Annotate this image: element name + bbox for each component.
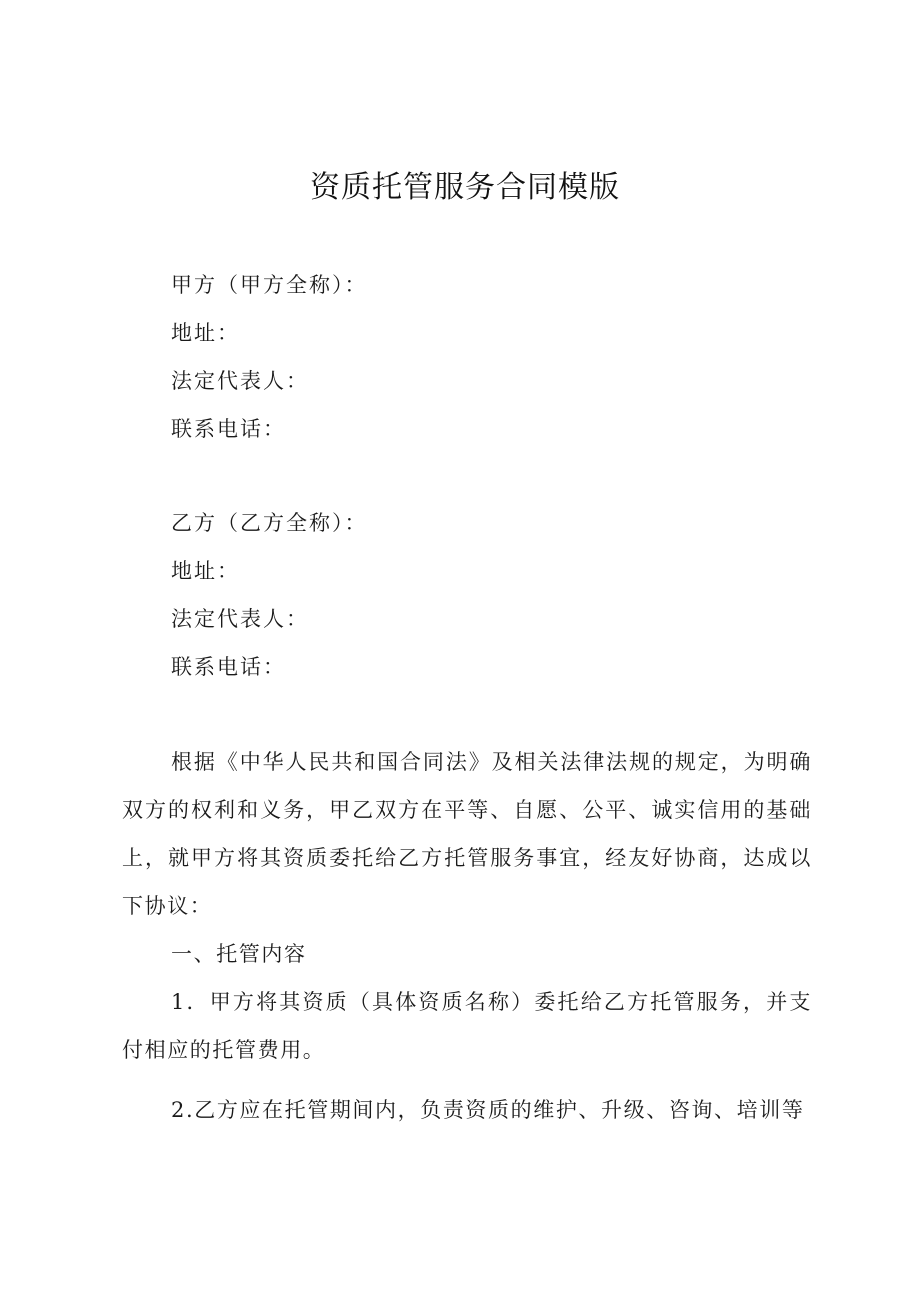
section-1-item-1: 1．甲方将其资质（具体资质名称）委托给乙方托管服务，并支付相应的托管费用。 bbox=[122, 990, 812, 1062]
preamble-paragraph: 根据《中华人民共和国合同法》及相关法律法规的规定，为明确双方的权利和义务，甲乙双方在平等、自愿、公平、诚实信用的基础上，就甲方将其资质委托给乙方托管服务事宜，经友好协商，达成以下协议： bbox=[122, 750, 812, 918]
party-a-phone-label: 联系电话： bbox=[171, 417, 286, 441]
contract-body bbox=[122, 738, 812, 1134]
party-b-phone-label: 联系电话： bbox=[171, 655, 286, 679]
section-1-item-2: 2.乙方应在托管期间内，负责资质的维护、升级、咨询、培训等 bbox=[171, 1098, 805, 1122]
party-b-address-label: 地址： bbox=[171, 559, 240, 583]
paragraph-gap bbox=[122, 1074, 812, 1086]
party-a-block bbox=[171, 261, 368, 453]
party-b-rep-label: 法定代表人： bbox=[171, 607, 309, 631]
document-title: 资质托管服务合同模版 bbox=[310, 170, 620, 205]
party-a-rep-label: 法定代表人： bbox=[171, 369, 309, 393]
party-b-block bbox=[171, 499, 368, 691]
party-a-name-label: 甲方（甲方全称）： bbox=[171, 273, 368, 297]
section-1-heading: 一、托管内容 bbox=[171, 942, 307, 966]
party-b-name-label: 乙方（乙方全称）： bbox=[171, 511, 368, 535]
party-a-address-label: 地址： bbox=[171, 321, 240, 345]
